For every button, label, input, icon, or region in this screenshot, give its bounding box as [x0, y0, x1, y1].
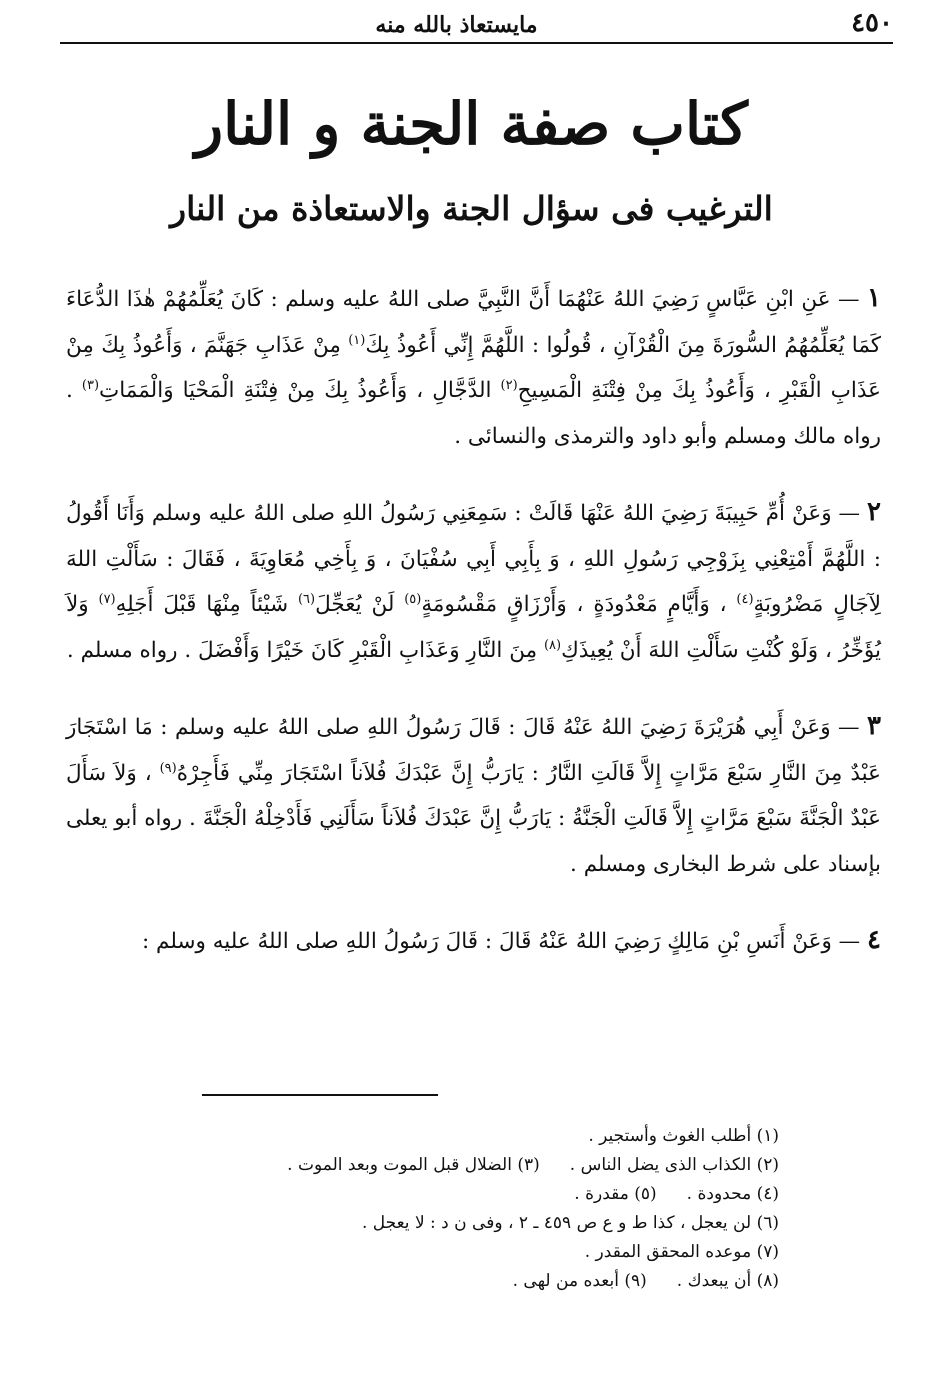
footnotes — [179, 1122, 779, 1296]
footnote: (٣) الضلال قبل الموت وبعد الموت . — [287, 1155, 540, 1175]
hadith-text: — وَعَنْ أَبِي هُرَيْرَةَ رَضِيَ اللهُ عَنْهُ قَالَ : قَالَ رَسُولُ اللهِ صلى اللهُ عليه وسلم : مَا اسْتَجَارَ عَبْدٌ مِنَ النَّارِ سَبْعَ مَرَّاتٍ إِلاَّ قَالَتِ النَّارُ : يَارَبُّ إِنَّ عَبْدَكَ فُلاَناً اسْتَجَارَ مِنِّي فَأَجِرْهُ — [66, 715, 881, 786]
section-title: الترغيب فى سؤال الجنة والاستعاذة من النار — [170, 189, 773, 228]
footnote: (٢) الكذاب الذى يضل الناس . — [569, 1155, 779, 1175]
hadith-text: الدَّجَّالِ ، وَأَعُوذُ بِكَ مِنْ فِتْنَةِ الْمَحْيَا وَالْمَمَاتِ — [99, 378, 501, 403]
hadith-source: ، وَلاَ سَأَلَ عَبْدٌ الْجَنَّةَ سَبْعَ مَرَّاتٍ إِلاَّ قَالَتِ الْجَنَّةُ : يَارَبُّ إِنَّ عَبْدَكَ فُلاَناً سَأَلَنِي فَأَدْخِلْهُ الْجَنَّةَ . رواه أبو يعلى بإسناد على شرط البخارى ومسلم . — [66, 760, 881, 877]
running-title: مايستعاذ بالله منه — [375, 12, 538, 38]
hadith-text: وَلاَ يُؤَخِّرُ ، وَلَوْ كُنْتِ سَأَلْتِ اللهَ أَنْ يُعِيذَكِ — [66, 592, 881, 663]
hadith-source: مِنَ النَّارِ وَعَذَابِ الْقَبْرِ كَانَ خَيْرًا وَأَفْضَلَ . رواه مسلم . — [66, 637, 544, 663]
hadith-text: مِنْ عَذَابِ جَهَنَّمَ ، وَأَعُوذُ بِكَ مِنْ عَذَابِ الْقَبْرِ ، وَأَعُوذُ بِكَ مِنْ فِتْنَةِ الْمَسِيحِ — [66, 332, 881, 403]
hadith-text: — وَعَنْ أُمِّ حَبِيبَةَ رَضِيَ اللهُ عَنْهَا قَالَتْ : سَمِعَنِي رَسُولُ اللهِ صلى اللهُ عليه وسلم وَأَنَا أَقُولُ : اللَّهُمَّ أَمْتِعْنِي بِزَوْجِي رَسُولِ اللهِ ، وَ بِأَبِي أَبِي سُفْيَانَ ، وَ بِأَخِي مُعَاوِيَةَ ، فَقَالَ : سَأَلْتِ اللهَ لِآجَالٍ مَضْرُوبَةٍ — [66, 501, 881, 617]
page-number: ٤٥٠ — [851, 8, 893, 38]
hadith-1 — [66, 276, 881, 459]
footnote: (٤) محدودة . — [686, 1184, 779, 1204]
footnote: (٩) أبعده من لهى . — [512, 1271, 647, 1291]
footnote: (١) أطلب الغوث وأستجير . — [588, 1126, 779, 1146]
hadith-4 — [66, 918, 881, 965]
hadith-text: لَنْ يُعَجِّلَ — [315, 592, 405, 617]
running-header — [60, 8, 893, 44]
hadith-number: ٢ — [867, 497, 881, 527]
hadith-source: . رواه مالك ومسلم وأبو داود والترمذى والنسائى . — [66, 378, 881, 449]
hadith-number: ١ — [867, 283, 881, 313]
footnote-line — [179, 1209, 779, 1238]
footnote: (٧) موعده المحقق المقدر . — [584, 1242, 779, 1262]
book-title: كتاب صفة الجنة و النار — [195, 90, 748, 158]
hadith-text: — عَنِ ابْنِ عَبَّاسٍ رَضِيَ اللهُ عَنْهُمَا أَنَّ النَّبِيَّ صلى اللهُ عليه وسلم : كَانَ يُعَلِّمُهُمْ هٰذَا الدُّعَاءَ كَمَا يُعَلِّمُهُمُ السُّورَةَ مِنَ الْقُرْآنِ ، قُولُوا : اللَّهُمَّ إِنِّي أَعُوذُ بِكَ — [66, 287, 881, 358]
footnote-marker: (٢) — [500, 377, 518, 393]
footnote-marker: (٣) — [81, 377, 100, 393]
footnote-line — [179, 1151, 779, 1180]
hadith-text: شَيْئاً مِنْهَا قَبْلَ أَجَلِهِ — [115, 592, 298, 617]
hadith-list — [66, 276, 881, 996]
footnote-marker: (٧) — [98, 591, 116, 607]
footnote-line — [179, 1267, 779, 1296]
footnote-line — [179, 1122, 779, 1151]
hadith-3 — [66, 704, 881, 887]
footnote-marker: (٦) — [297, 591, 316, 607]
footnote: (٥) مقدرة . — [574, 1184, 657, 1204]
footnote-marker: (٥) — [404, 591, 422, 607]
footnote-line — [179, 1180, 779, 1209]
hadith-number: ٣ — [867, 711, 881, 741]
hadith-text: ، وَأَيَّامٍ مَعْدُودَةٍ ، وَأَرْزَاقٍ مَقْسُومَةٍ — [421, 592, 737, 617]
footnote-marker: (٤) — [736, 591, 754, 607]
footnote-line — [179, 1238, 779, 1267]
footnote: (٨) أن يبعدك . — [676, 1271, 779, 1291]
footnote-marker: (٨) — [543, 637, 562, 653]
footnote-separator — [202, 1094, 438, 1096]
hadith-text: — وَعَنْ أَنَسِ بْنِ مَالِكٍ رَضِيَ اللهُ عَنْهُ قَالَ : قَالَ رَسُولُ اللهِ صلى اللهُ عليه وسلم : — [141, 929, 861, 954]
hadith-number: ٤ — [867, 925, 881, 955]
hadith-2 — [66, 490, 881, 673]
footnote: (٦) لن يعجل ، كذا ط و ع ص ٤٥٩ ـ ٢ ، وفى ن د : لا يعجل . — [361, 1213, 779, 1233]
footnote-marker: (٩) — [159, 760, 177, 776]
footnote-marker: (١) — [348, 332, 366, 348]
